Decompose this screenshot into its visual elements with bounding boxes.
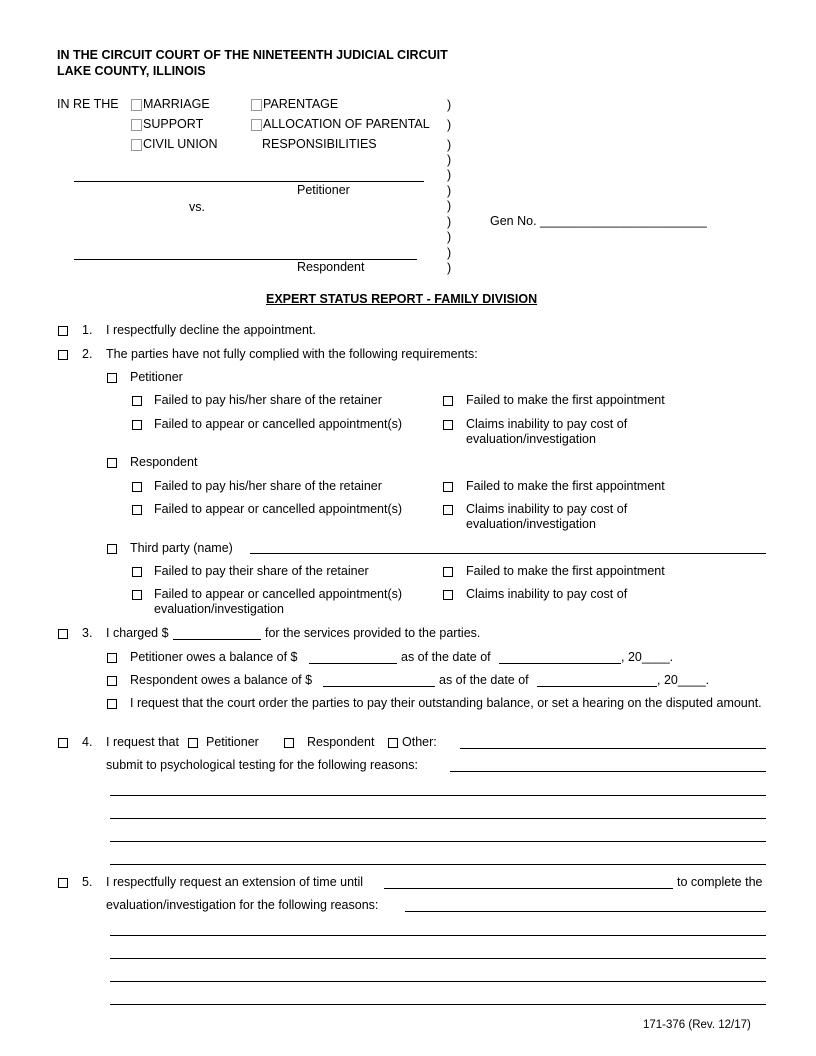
vs-label: vs. [189,200,205,214]
resp-appear-checkbox[interactable] [132,505,142,515]
caption-paren: ) [447,261,452,275]
parentage-label: PARENTAGE [263,97,339,111]
resp-balance-line[interactable] [323,686,435,687]
testing-reason-line[interactable] [110,864,766,865]
item-5-text-3: evaluation/investigation for the following reasons: [106,898,379,912]
caption-paren: ) [447,98,452,112]
item-3-number: 3. [82,626,93,640]
third-party-name-line[interactable] [250,553,766,554]
extension-reason-line[interactable] [405,911,766,912]
request-order-text: I request that the court order the parties to pay their outstanding balance, or set a hearing on the disputed amount. [130,696,762,710]
testing-other-line[interactable] [460,748,766,749]
caption-paren: ) [447,184,452,198]
item-5-number: 5. [82,875,93,889]
pet-first-checkbox[interactable] [443,396,453,406]
resp-as-of-label: as of the date of [439,673,529,687]
report-title: EXPERT STATUS REPORT - FAMILY DIVISION [266,292,538,306]
resp-first-label: Failed to make the first appointment [466,479,665,493]
item-2-checkbox[interactable] [58,350,68,360]
pet-retainer-label: Failed to pay his/her share of the retainer [154,393,382,407]
testing-respondent-checkbox[interactable] [284,738,294,748]
pet-balance-line[interactable] [309,663,397,664]
respondent-label: Respondent [297,260,365,274]
in-re-label: IN RE THE [57,97,119,111]
pet-year-field[interactable]: , 20____. [621,650,674,664]
tp-appear-checkbox[interactable] [132,590,142,600]
caption-paren: ) [447,138,452,152]
pet-appear-label: Failed to appear or cancelled appointment(s) [154,417,403,431]
extension-date-line[interactable] [384,888,673,889]
tp-first-label: Failed to make the first appointment [466,564,665,578]
testing-other-label: Other: [402,735,437,749]
request-order-checkbox[interactable] [107,699,117,709]
caption-paren: ) [447,199,452,213]
item-1-text: I respectfully decline the appointment. [106,323,316,337]
testing-reason-line[interactable] [110,841,766,842]
resp-claims-label-2: evaluation/investigation [466,517,596,531]
tp-first-checkbox[interactable] [443,567,453,577]
caption-paren: ) [447,153,452,167]
tp-retainer-checkbox[interactable] [132,567,142,577]
petitioner-option: Petitioner [130,370,183,384]
resp-retainer-checkbox[interactable] [132,482,142,492]
tp-appear-label: Failed to appear or cancelled appointment(s) [154,587,403,601]
pet-claims-checkbox[interactable] [443,420,453,430]
item-2-number: 2. [82,347,93,361]
item-1-checkbox[interactable] [58,326,68,336]
parentage-checkbox[interactable] [251,99,262,111]
testing-petitioner-checkbox[interactable] [188,738,198,748]
pet-as-of-label: as of the date of [401,650,491,664]
allocation-label: ALLOCATION OF PARENTAL [263,117,430,131]
item-5-checkbox[interactable] [58,878,68,888]
civil-union-label: CIVIL UNION [143,137,218,151]
item-4-text: I request that [106,735,179,749]
civil-union-checkbox[interactable] [131,139,142,151]
testing-reason-line[interactable] [110,818,766,819]
marriage-checkbox[interactable] [131,99,142,111]
allocation-checkbox[interactable] [251,119,262,131]
respondent-name-line[interactable] [74,259,417,260]
extension-reason-line[interactable] [110,958,766,959]
resp-claims-label: Claims inability to pay cost of [466,502,628,516]
tp-retainer-label: Failed to pay their share of the retainer [154,564,369,578]
resp-retainer-label: Failed to pay his/her share of the retainer [154,479,382,493]
item-5-text: I respectfully request an extension of time until [106,875,364,889]
resp-appear-label: Failed to appear or cancelled appointment(s) [154,502,403,516]
pet-owes-checkbox[interactable] [107,653,117,663]
pet-appear-checkbox[interactable] [132,420,142,430]
petitioner-label: Petitioner [297,183,350,197]
testing-other-checkbox[interactable] [388,738,398,748]
testing-reason-line[interactable] [110,795,766,796]
item-4-number: 4. [82,735,93,749]
caption-paren: ) [447,246,452,260]
pet-retainer-checkbox[interactable] [132,396,142,406]
item-3-text: I charged $ [106,626,169,640]
extension-reason-line[interactable] [110,935,766,936]
support-label: SUPPORT [143,117,204,131]
resp-date-line[interactable] [537,686,657,687]
item-4-text-2: submit to psychological testing for the following reasons: [106,758,418,772]
item-5-text-2: to complete the [677,875,763,889]
form-number: 171-376 (Rev. 12/17) [643,1019,751,1031]
pet-claims-label-2: evaluation/investigation [466,432,596,446]
caption-paren: ) [447,215,452,229]
testing-respondent-label: Respondent [307,735,375,749]
caption-paren: ) [447,118,452,132]
testing-petitioner-label: Petitioner [206,735,259,749]
resp-owes-checkbox[interactable] [107,676,117,686]
resp-first-checkbox[interactable] [443,482,453,492]
marriage-label: MARRIAGE [143,97,210,111]
petitioner-checkbox[interactable] [107,373,117,383]
item-3-text-2: for the services provided to the parties. [265,626,481,640]
petitioner-name-line[interactable] [74,181,424,182]
tp-claims-label: Claims inability to pay cost of [466,587,628,601]
respondent-checkbox[interactable] [107,458,117,468]
caption-paren: ) [447,230,452,244]
pet-first-label: Failed to make the first appointment [466,393,665,407]
pet-date-line[interactable] [499,663,621,664]
tp-appear-label-2: evaluation/investigation [154,602,284,616]
testing-reason-line[interactable] [450,771,766,772]
resp-owes-label: Respondent owes a balance of $ [130,673,313,687]
tp-claims-checkbox[interactable] [443,590,453,600]
extension-reason-line[interactable] [110,981,766,982]
third-party-option: Third party (name) [130,541,233,555]
resp-year-field[interactable]: , 20____. [657,673,710,687]
court-name: IN THE CIRCUIT COURT OF THE NINETEENTH JUDICIAL CIRCUIT [57,48,448,62]
pet-claims-label: Claims inability to pay cost of [466,417,628,431]
responsibilities-label: RESPONSIBILITIES [262,137,377,151]
county-name: LAKE COUNTY, ILLINOIS [57,64,206,78]
resp-claims-checkbox[interactable] [443,505,453,515]
third-party-checkbox[interactable] [107,544,117,554]
item-4-checkbox[interactable] [58,738,68,748]
extension-reason-line[interactable] [110,1004,766,1005]
item-2-text: The parties have not fully complied with the following requirements: [106,347,478,361]
charged-amount-line[interactable] [173,639,261,640]
item-1-number: 1. [82,323,93,337]
support-checkbox[interactable] [131,119,142,131]
respondent-option: Respondent [130,455,198,469]
pet-owes-label: Petitioner owes a balance of $ [130,650,298,664]
caption-paren: ) [447,168,452,182]
gen-no-field[interactable]: Gen No. ________________________ [490,214,707,228]
item-3-checkbox[interactable] [58,629,68,639]
